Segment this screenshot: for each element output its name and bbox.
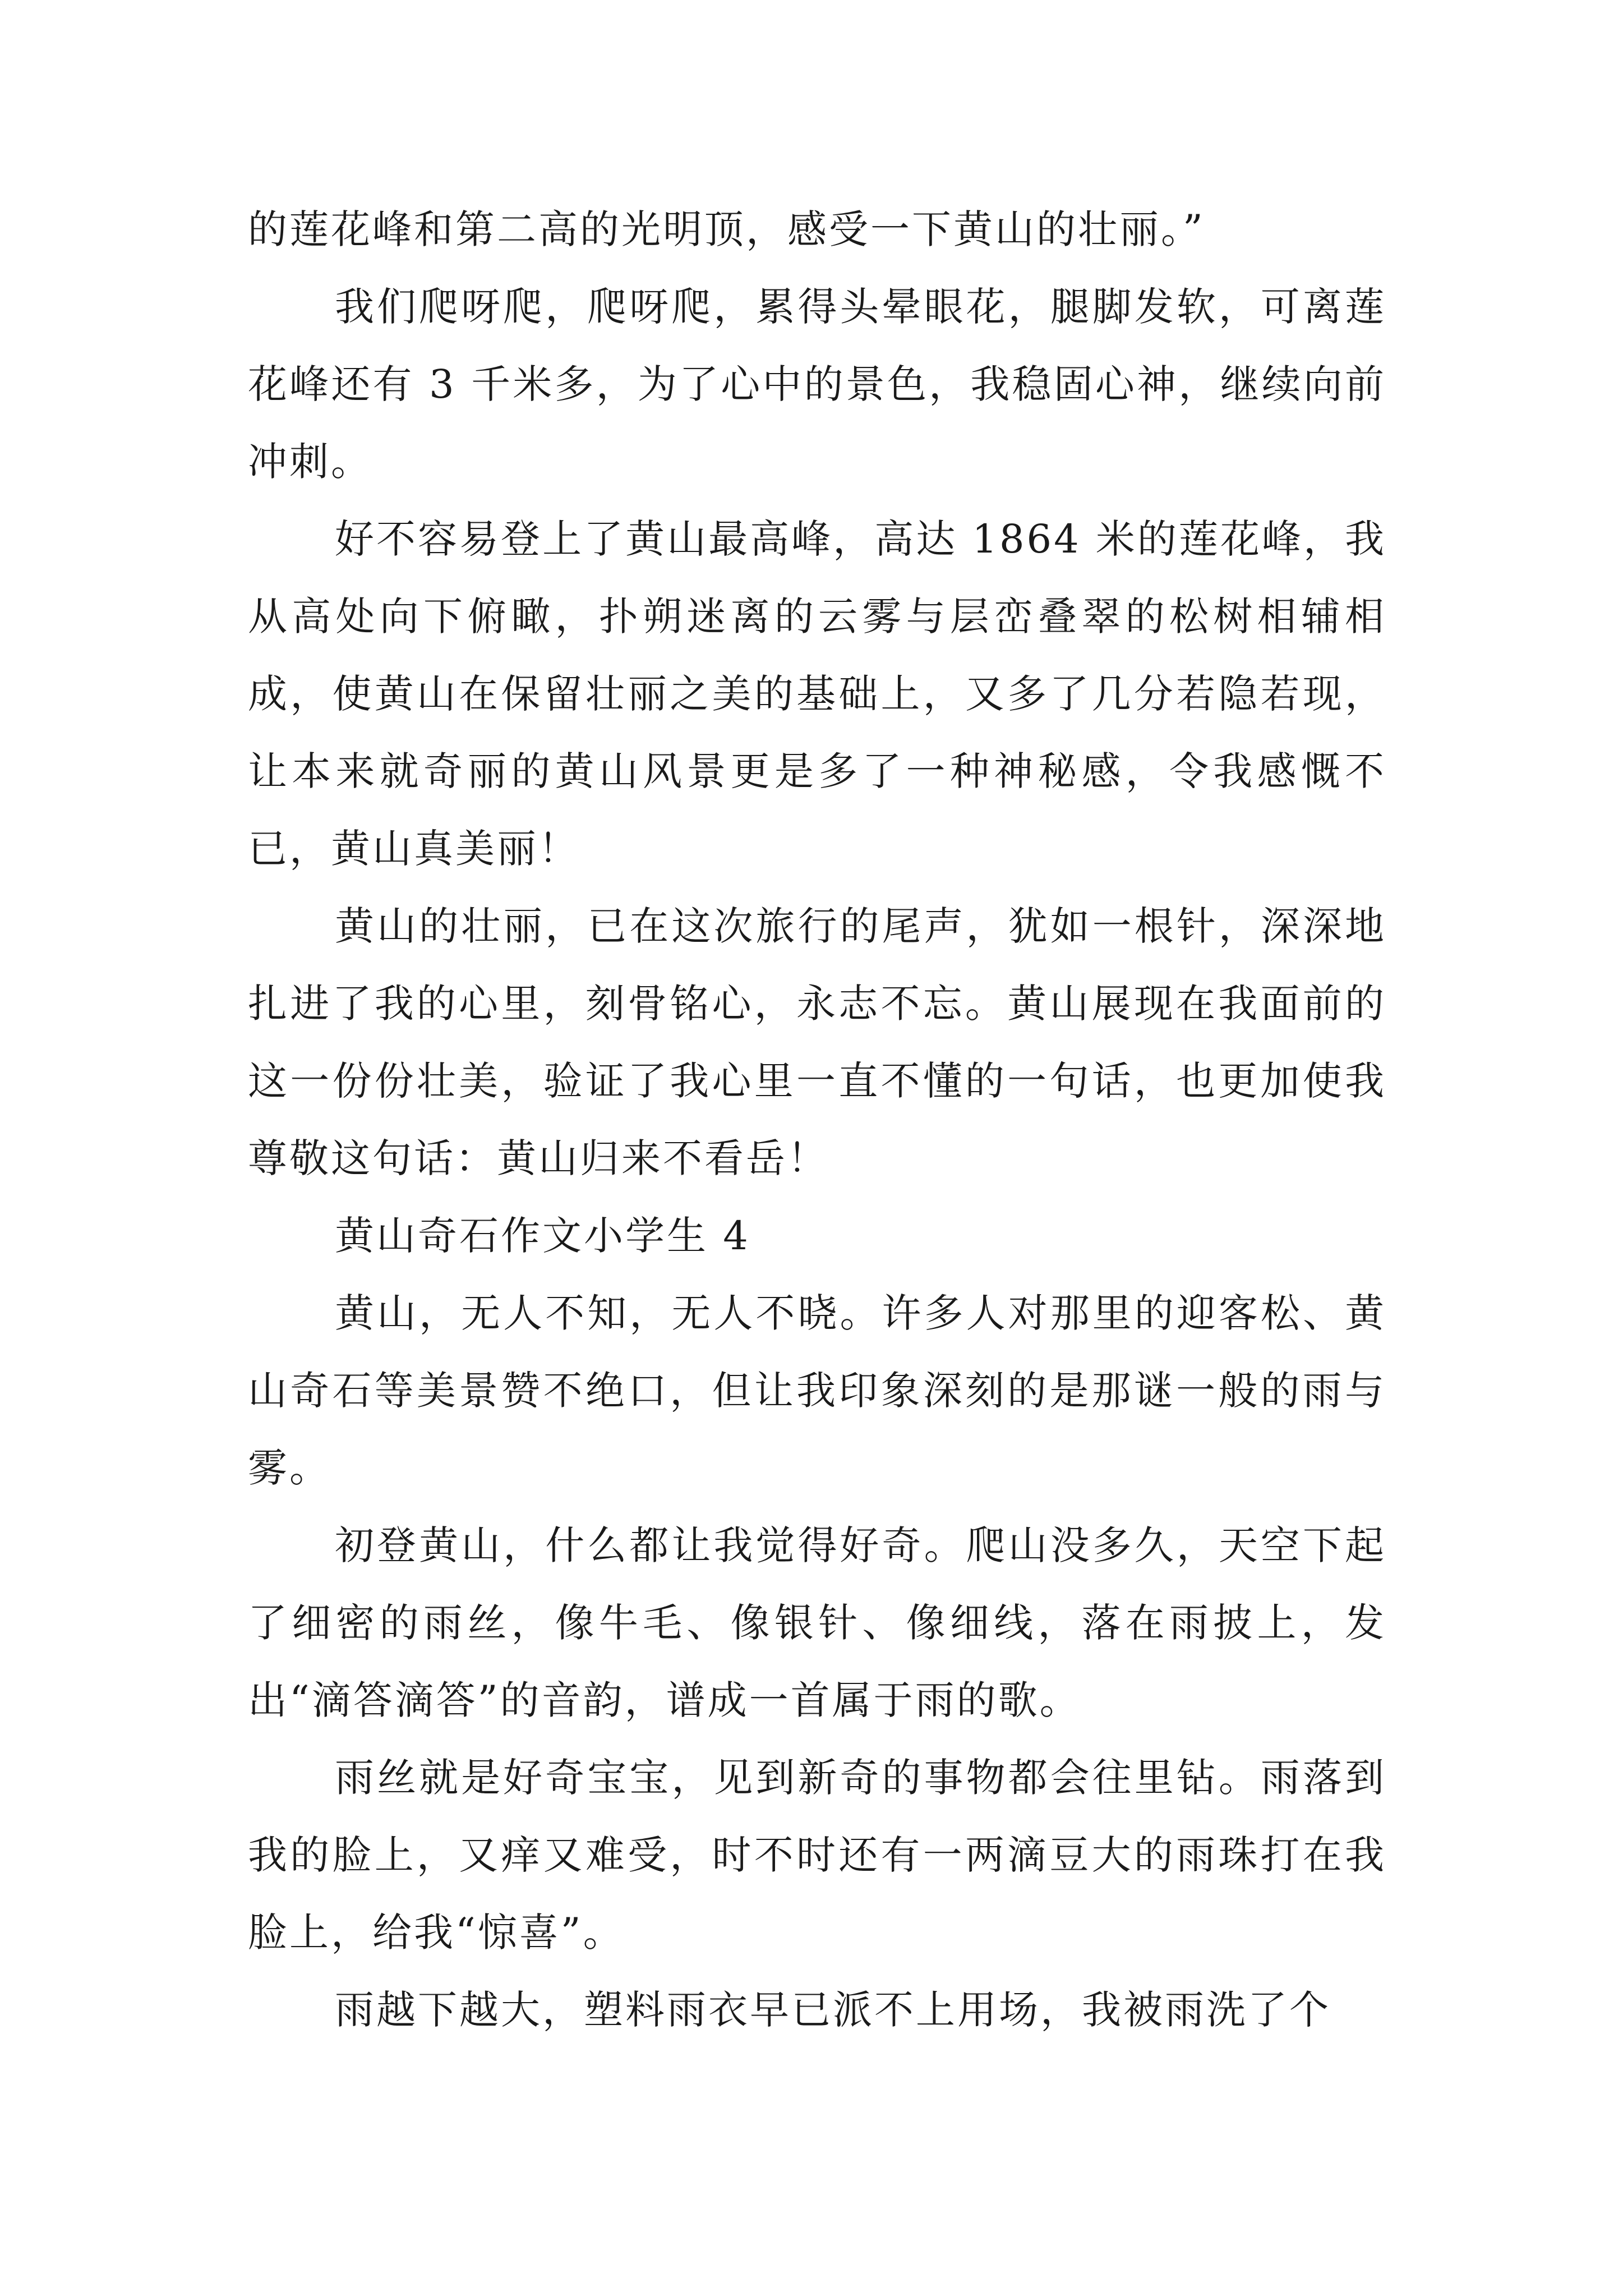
- paragraph: 的莲花峰和第二高的光明顶，感受一下黄山的壮丽。”: [248, 206, 1205, 252]
- paragraph: 我们爬呀爬，爬呀爬，累得头晕眼花，腿脚发软，可离莲花峰还有 3 千米多，为了心中的景色，我稳固心神，继续向前冲刺。: [248, 284, 1386, 485]
- document-body: [248, 191, 1386, 2049]
- section-heading: 黄山奇石作文小学生 4: [335, 1213, 750, 1259]
- paragraph: 雨丝就是好奇宝宝，见到新奇的事物都会往里钻。雨落到我的脸上，又痒又难受，时不时还有一两滴豆大的雨珠打在我脸上，给我“惊喜”。: [248, 1755, 1386, 1955]
- paragraph: 黄山，无人不知，无人不晓。许多人对那里的迎客松、黄山奇石等美景赞不绝口，但让我印象深刻的是那谜一般的雨与雾。: [248, 1290, 1386, 1491]
- paragraph: 雨越下越大，塑料雨衣早已派不上用场，我被雨洗了个: [335, 1987, 1331, 2033]
- paragraph: 初登黄山，什么都让我觉得好奇。爬山没多久，天空下起了细密的雨丝，像牛毛、像银针、像细线，落在雨披上，发出“滴答滴答”的音韵，谱成一首属于雨的歌。: [248, 1522, 1386, 1723]
- paragraph: 好不容易登上了黄山最高峰，高达 1864 米的莲花峰，我从高处向下俯瞰，扑朔迷离的云雾与层峦叠翠的松树相辅相成，使黄山在保留壮丽之美的基础上，又多了几分若隐若现，让本来就奇丽的黄山风景更是多了一种神秘感，令我感慨不已，黄山真美丽！: [248, 516, 1386, 872]
- paragraph: 黄山的壮丽，已在这次旅行的尾声，犹如一根针，深深地扎进了我的心里，刻骨铭心，永志不忘。黄山展现在我面前的这一份份壮美，验证了我心里一直不懂的一句话，也更加使我尊敬这句话：黄山归来不看岳！: [248, 903, 1386, 1181]
